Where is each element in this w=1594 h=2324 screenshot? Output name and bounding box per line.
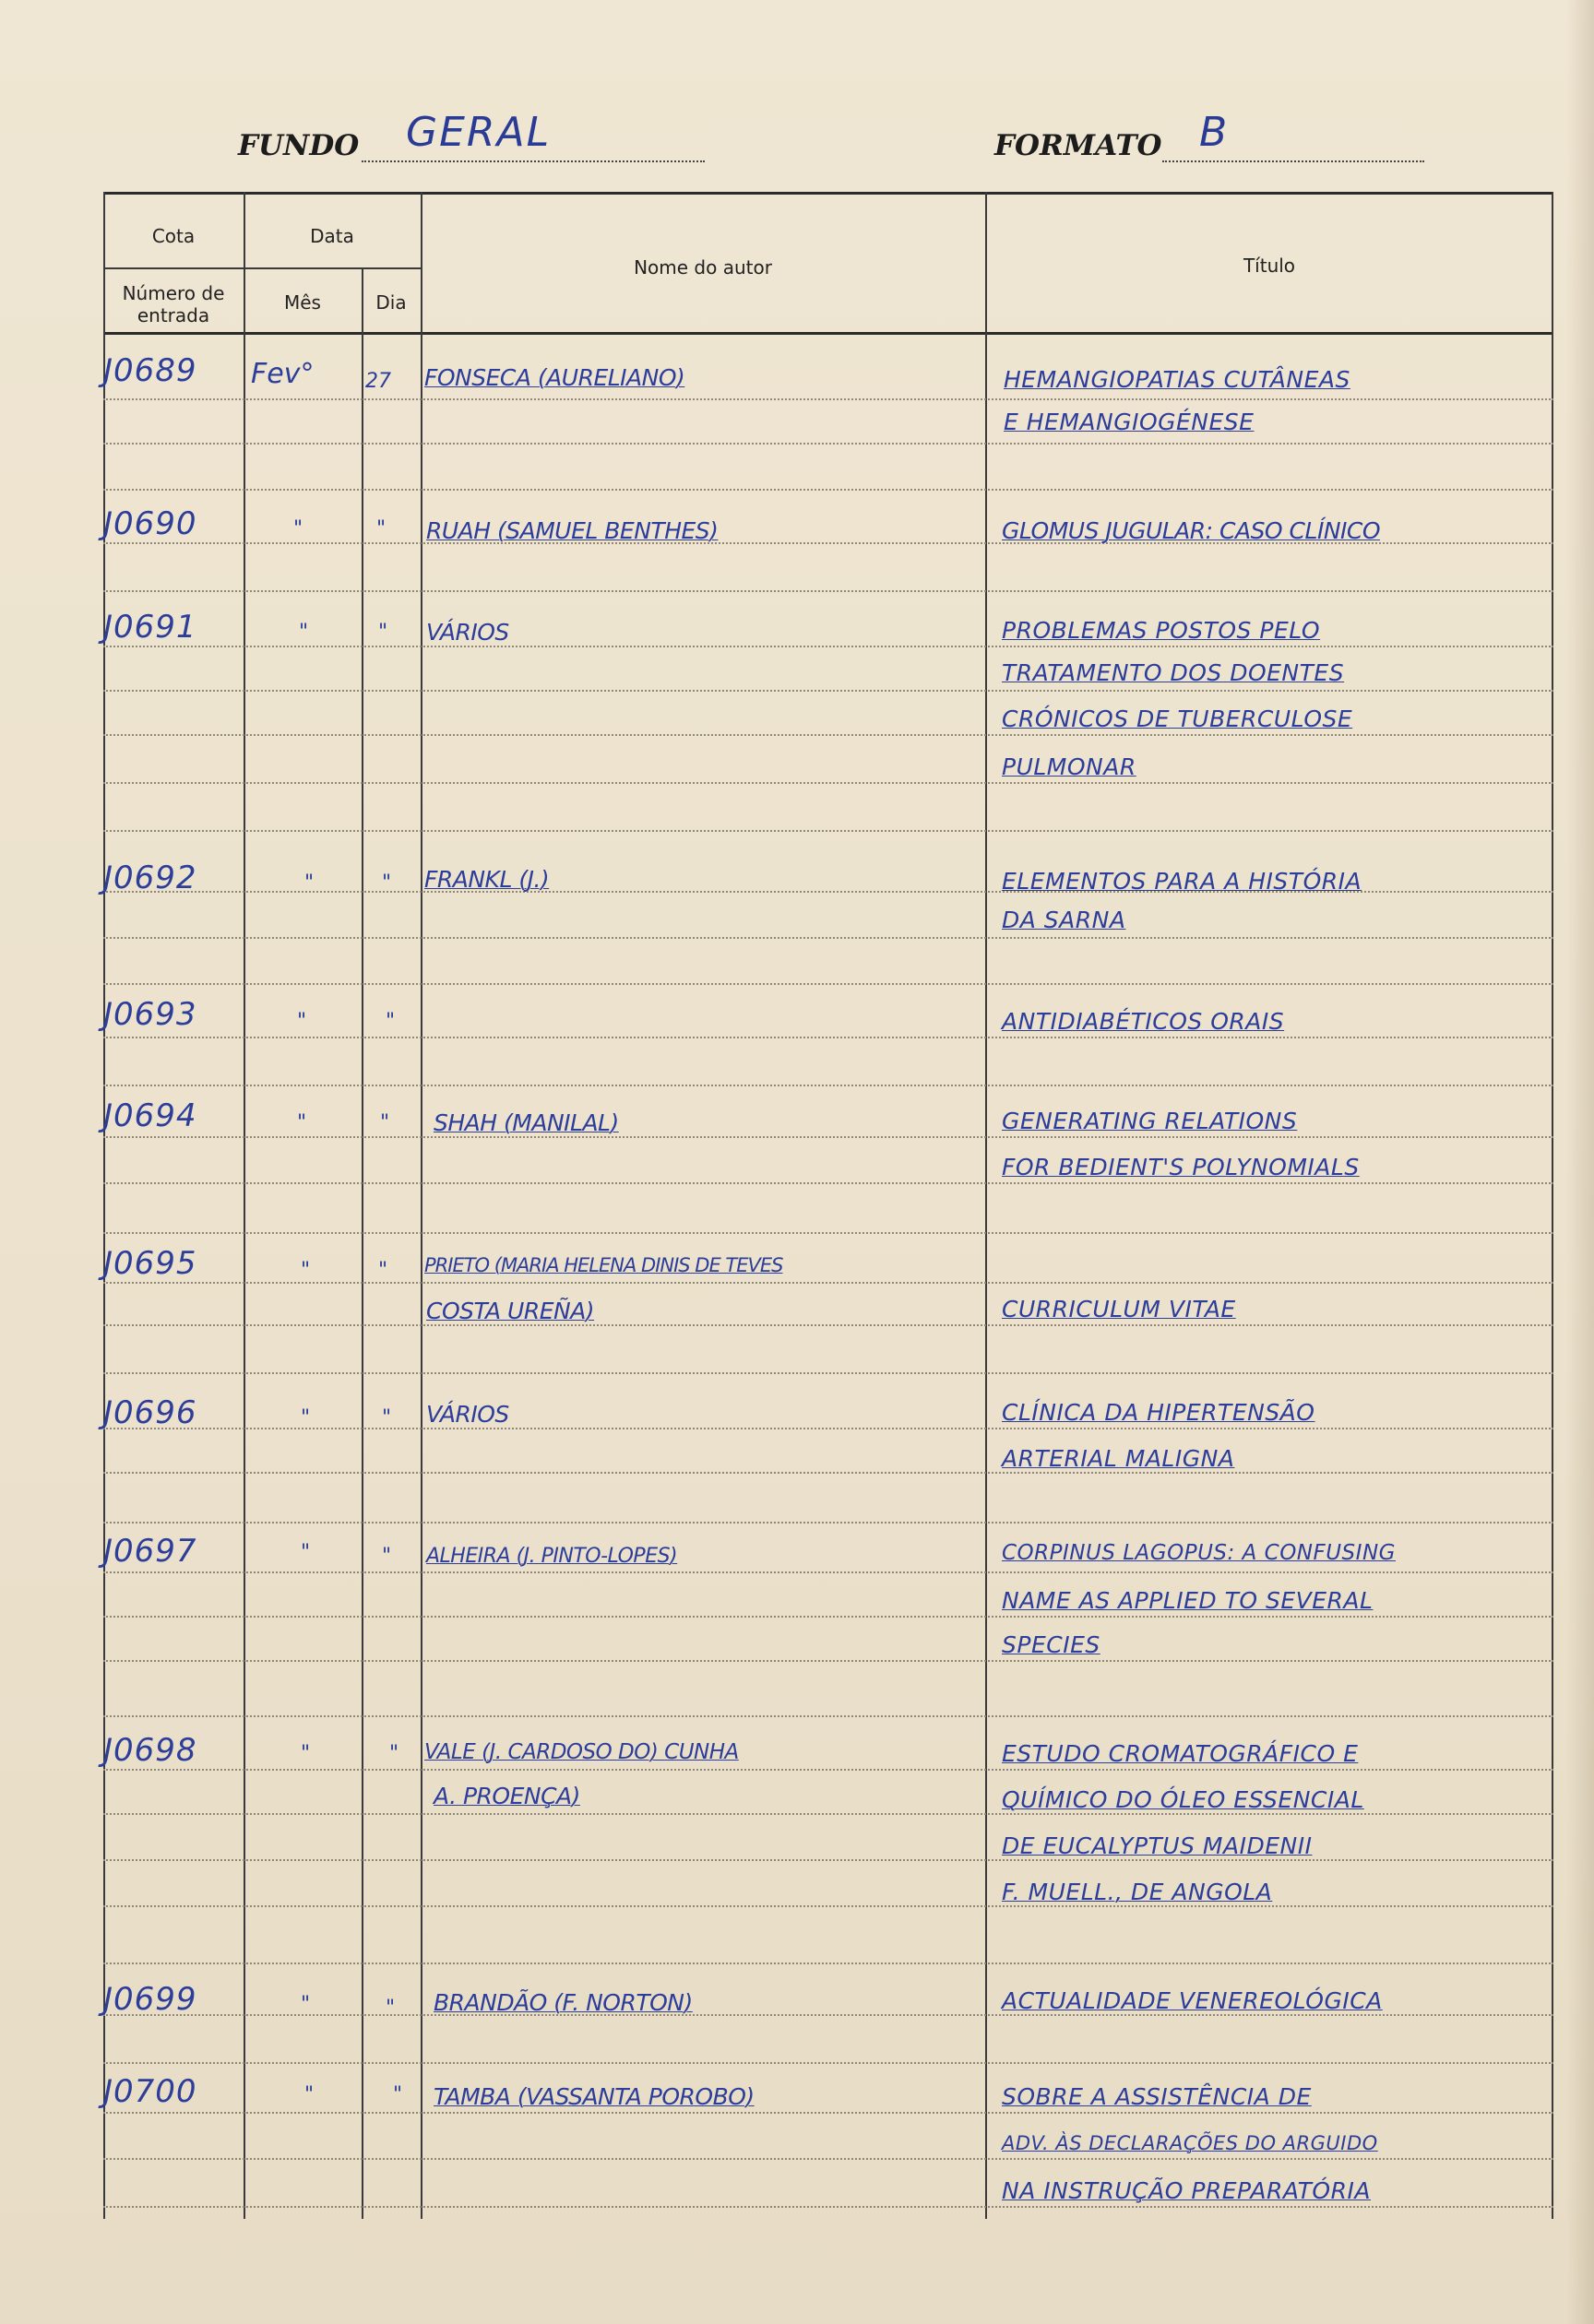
ruled-line	[103, 1324, 1553, 1326]
entry-title: PROBLEMAS POSTOS PELO	[1002, 617, 1321, 644]
entry-month: Fev°	[251, 358, 315, 390]
page-edge-shadow	[1566, 0, 1594, 2324]
entry-author: SHAH (MANILAL)	[434, 1109, 619, 1136]
header-titulo: Título	[1243, 255, 1296, 277]
fundo-label: FUNDO	[238, 129, 360, 162]
col-line-autor	[985, 192, 987, 2219]
entry-title: CRÓNICOS DE TUBERCULOSE	[1002, 706, 1353, 732]
entry-number: J0699	[103, 1981, 197, 2018]
entry-title: CURRICULUM VITAE	[1002, 1296, 1236, 1322]
ruled-line	[103, 1037, 1553, 1038]
entry-day: "	[382, 1406, 392, 1429]
ruled-line	[103, 1522, 1553, 1524]
header-data: Data	[310, 225, 354, 247]
entry-title: ARTERIAL MALIGNA	[1002, 1445, 1235, 1472]
ruled-line	[103, 590, 1553, 592]
ruled-line	[103, 1962, 1553, 1964]
ruled-line	[103, 2062, 1553, 2064]
entry-author: VALE (J. CARDOSO DO) CUNHA	[424, 1740, 739, 1764]
entry-month: "	[301, 1406, 311, 1429]
entry-day: "	[382, 872, 392, 895]
entry-author: A. PROENÇA)	[434, 1783, 580, 1809]
entry-title: ACTUALIDADE VENEREOLÓGICA	[1002, 1987, 1383, 2014]
entry-day: "	[378, 1259, 388, 1282]
entry-title: TRATAMENTO DOS DOENTES	[1002, 659, 1345, 686]
header-cota: Cota	[151, 225, 196, 247]
entry-month: "	[301, 1259, 311, 1282]
entry-day: "	[389, 1742, 399, 1765]
ruled-line	[103, 1372, 1553, 1374]
entry-month: "	[297, 1010, 307, 1033]
entry-number: J0693	[103, 996, 197, 1033]
entry-number: J0696	[103, 1394, 197, 1431]
ruled-line	[103, 1472, 1553, 1474]
entry-day: "	[386, 1010, 396, 1033]
entry-day: 27	[365, 370, 391, 393]
entry-month: "	[299, 621, 309, 644]
formato-dotted-line	[1162, 160, 1424, 162]
formato-value: B	[1199, 109, 1230, 156]
ruled-line	[103, 2112, 1553, 2114]
entry-number: J0695	[103, 1245, 197, 1282]
col-line-right	[1552, 192, 1553, 2219]
entry-title: ELEMENTOS PARA A HISTÓRIA	[1002, 868, 1362, 895]
entry-title: PULMONAR	[1002, 753, 1136, 780]
ruled-line	[103, 690, 1553, 692]
entry-title: NAME AS APPLIED TO SEVERAL	[1002, 1587, 1374, 1614]
entry-title: GENERATING RELATIONS	[1002, 1108, 1298, 1134]
header-dia: Dia	[375, 291, 407, 314]
col-line-left	[103, 192, 105, 2219]
header-numero-entrada: Número de entrada	[122, 282, 225, 326]
entry-author: RUAH (SAMUEL BENTHES)	[426, 517, 719, 544]
ruled-line	[103, 1715, 1553, 1717]
entry-title: GLOMUS JUGULAR: CASO CLÍNICO	[1002, 517, 1381, 544]
entry-number: J0692	[103, 860, 197, 896]
entry-title: DA SARNA	[1002, 907, 1126, 933]
entry-number: J0694	[103, 1097, 197, 1134]
entry-author: BRANDÃO (F. NORTON)	[434, 1989, 693, 2016]
header-bottom-rule	[103, 332, 1553, 335]
entry-author: PRIETO (MARIA HELENA DINIS DE TEVES	[424, 1254, 783, 1276]
ruled-line	[103, 1905, 1553, 1907]
ruled-line	[103, 983, 1553, 985]
entry-day: "	[380, 1111, 390, 1134]
entry-title: E HEMANGIOGÉNESE	[1004, 409, 1255, 435]
entry-day: "	[382, 1545, 392, 1568]
col-line-dia	[421, 192, 422, 2219]
entry-author: VÁRIOS	[426, 619, 509, 646]
entry-day: "	[378, 621, 388, 644]
fundo-value: GERAL	[406, 109, 552, 156]
entry-author: ALHEIRA (J. PINTO-LOPES)	[426, 1545, 678, 1568]
entry-number: J0697	[103, 1533, 197, 1570]
entry-month: "	[301, 1541, 311, 1564]
entry-month: "	[297, 1111, 307, 1134]
entry-title: ESTUDO CROMATOGRÁFICO E	[1002, 1740, 1359, 1767]
entry-number: J0691	[103, 609, 197, 646]
entry-month: "	[301, 1993, 311, 2016]
header-mes: Mês	[284, 291, 321, 314]
ruled-line	[103, 1232, 1553, 1234]
entry-number: J0700	[103, 2073, 197, 2110]
entry-month: "	[304, 2083, 315, 2106]
entry-title: HEMANGIOPATIAS CUTÂNEAS	[1004, 366, 1350, 393]
ruled-line	[103, 1660, 1553, 1662]
entry-title: FOR BEDIENT'S POLYNOMIALS	[1002, 1154, 1360, 1180]
entry-day: "	[393, 2083, 403, 2106]
entry-number: J0698	[103, 1732, 197, 1769]
entry-number: J0689	[103, 352, 197, 389]
entry-author: FRANKL (J.)	[424, 866, 550, 893]
col-line-cota	[244, 192, 245, 2219]
ruled-line	[103, 1428, 1553, 1429]
entry-author: TAMBA (VASSANTA POROBO)	[434, 2083, 755, 2110]
entry-month: "	[304, 872, 315, 895]
ruled-line	[103, 443, 1553, 445]
entry-title: NA INSTRUÇÃO PREPARATÓRIA	[1002, 2177, 1371, 2204]
entry-title: CORPINUS LAGOPUS: A CONFUSING	[1002, 1541, 1396, 1565]
entry-month: "	[293, 517, 303, 540]
entry-title: SOBRE A ASSISTÊNCIA DE	[1002, 2083, 1312, 2110]
formato-label: FORMATO	[994, 129, 1162, 162]
header-cota-divider	[103, 267, 244, 269]
ruled-line	[103, 1859, 1553, 1861]
col-line-mes	[362, 267, 363, 2219]
entry-title: ADV. ÀS DECLARAÇÕES DO ARGUIDO	[1002, 2132, 1378, 2154]
entry-day: "	[376, 517, 387, 540]
entry-title: SPECIES	[1002, 1631, 1100, 1658]
header-top-rule	[103, 192, 1553, 195]
entry-day: "	[386, 1997, 396, 2020]
entry-author: VÁRIOS	[426, 1401, 509, 1428]
ruled-line	[103, 782, 1553, 784]
header-data-divider	[244, 267, 421, 269]
entry-title: CLÍNICA DA HIPERTENSÃO	[1002, 1399, 1315, 1426]
ruled-line	[103, 1282, 1553, 1284]
ruled-line	[103, 830, 1553, 832]
ruled-line	[103, 398, 1553, 400]
ruled-line	[103, 1085, 1553, 1086]
fundo-dotted-line	[362, 160, 705, 162]
header-autor: Nome do autor	[634, 256, 772, 279]
entry-title: QUÍMICO DO ÓLEO ESSENCIAL	[1002, 1786, 1364, 1813]
entry-number: J0690	[103, 505, 197, 542]
ruled-line	[103, 646, 1553, 647]
entry-title: DE EUCALYPTUS MAIDENII	[1002, 1832, 1313, 1859]
ruled-line	[103, 489, 1553, 491]
entry-month: "	[301, 1742, 311, 1765]
ruled-line	[103, 937, 1553, 939]
entry-author: FONSECA (AURELIANO)	[424, 364, 685, 391]
ruled-line	[103, 1571, 1553, 1573]
entry-title: ANTIDIABÉTICOS ORAIS	[1002, 1008, 1285, 1035]
ruled-line	[103, 1136, 1553, 1138]
entry-author: COSTA UREÑA)	[426, 1298, 595, 1324]
entry-title: F. MUELL., DE ANGOLA	[1002, 1879, 1273, 1905]
